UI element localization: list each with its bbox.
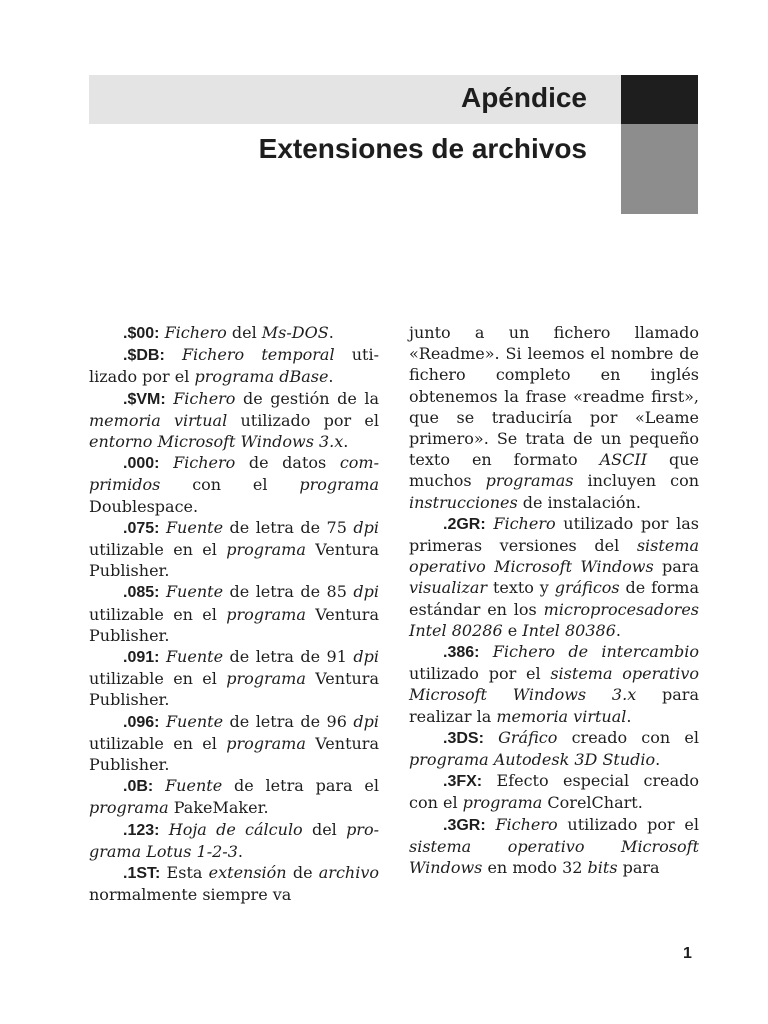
- italic-term: programa dBase: [194, 367, 329, 387]
- italic-term: Fichero: [495, 814, 558, 834]
- italic-term: Fichero de intercambio: [492, 642, 700, 662]
- italic-term: microprocesadores Intel 80286: [409, 599, 699, 640]
- italic-term: Fuente: [165, 647, 224, 667]
- italic-term: memoria virtual: [89, 410, 228, 430]
- italic-term: gráficos: [554, 578, 620, 598]
- italic-term: sistema operativo Microsoft Windows: [409, 836, 699, 878]
- italic-term: memoria virtual: [496, 706, 627, 726]
- italic-term: programa Autodesk 3D Studio: [409, 750, 656, 770]
- left-column: [89, 322, 379, 905]
- glossary-entry: .096: Fuente de letra de 96 dpi utilizable en el programa Ventura Publisher.: [89, 711, 379, 775]
- extension-term: .3DS:: [443, 729, 484, 747]
- italic-term: programa: [226, 604, 306, 624]
- entry-continuation: junto a un fichero llamado «Readme». Si leemos el nombre de fichero completo en inglés obtenemos la frase «readme first», que se traduciría por «Leame primero». Se trata de un pequeño texto en formato ASCII que muchos programas incluyen con instrucciones de instalación.: [409, 323, 699, 512]
- header-dark-block: [621, 75, 698, 124]
- italic-term: sistema operativo Microsoft Windows 3.x: [409, 664, 700, 705]
- italic-term: sistema operativo Microsoft Windows: [409, 536, 699, 577]
- glossary-entry: .123: Hoja de cálculo del programa Lotus 1-2-3.: [89, 819, 379, 861]
- extension-term: .386:: [443, 644, 480, 662]
- extension-term: .$00:: [123, 325, 160, 342]
- glossary-entry: .0B: Fuente de letra para el programa PakeMaker.: [89, 776, 379, 818]
- extension-term: .2GR:: [443, 515, 486, 533]
- extension-term: .096:: [123, 713, 160, 731]
- italic-term: dpi: [353, 711, 379, 731]
- italic-term: Ms-DOS: [261, 323, 329, 342]
- glossary-entry: .3FX: Efecto especial creado con el programa CorelChart.: [409, 771, 699, 813]
- italic-term: programas: [485, 471, 574, 491]
- glossary-entry: .1ST: Esta extensión de archivo normalmente siempre va: [89, 863, 379, 905]
- extension-term: .$DB:: [123, 347, 165, 365]
- glossary-entry: .085: Fuente de letra de 85 dpi utilizable en el programa Ventura Publisher.: [89, 582, 379, 645]
- extension-term: .3GR:: [443, 816, 486, 834]
- italic-term: dpi: [353, 517, 379, 537]
- extension-term: .1ST:: [123, 865, 161, 883]
- italic-term: Fuente: [165, 776, 223, 796]
- right-column: [409, 322, 699, 878]
- glossary-entry: .$VM: Fichero de gestión de la memoria virtual utilizado por el entorno Microsoft Windows 3.x.: [89, 388, 380, 452]
- italic-term: extensión: [208, 863, 287, 883]
- italic-term: Fichero: [493, 513, 556, 533]
- italic-term: Fichero temporal: [181, 345, 335, 365]
- glossary-entry: .$00: Fichero del Ms-DOS.: [123, 323, 334, 342]
- extension-term: .123:: [123, 821, 160, 839]
- italic-term: programa: [226, 669, 306, 689]
- glossary-entry: .$DB: Fichero temporal utilizado por el programa dBase.: [89, 345, 379, 387]
- extension-term: .000:: [123, 455, 160, 473]
- page-title: Extensiones de archivos: [258, 133, 587, 164]
- glossary-entry: .000: Fichero de datos comprimidos con el programa Doublespace.: [89, 453, 379, 516]
- extension-term: .085:: [123, 584, 160, 602]
- glossary-entry: .386: Fichero de intercambio utilizado por el sistema operativo Microsoft Windows 3.x para realizar la memoria virtual.: [409, 642, 700, 726]
- italic-term: programa Lotus 1-2-3: [89, 819, 379, 861]
- glossary-entry: .075: Fuente de letra de 75 dpi utilizable en el programa Ventura Publisher.: [89, 517, 379, 581]
- extension-term: .0B:: [123, 778, 154, 796]
- italic-term: Hoja de cálculo: [168, 819, 303, 839]
- extension-term: .075:: [123, 519, 160, 537]
- glossary-entry: .2GR: Fichero utilizado por las primeras versiones del sistema operativo Microsoft Windows para visualizar texto y gráficos de forma estándar en los microprocesadores Intel 80286 e Intel 80386.: [409, 513, 700, 640]
- extension-term: .$VM:: [123, 390, 166, 408]
- italic-term: programa: [226, 540, 306, 560]
- extension-term: .091:: [123, 649, 160, 667]
- italic-term: Fichero: [173, 388, 236, 408]
- italic-term: programa: [226, 733, 306, 753]
- italic-term: Intel 80386: [522, 620, 616, 640]
- appendix-heading: Apéndice: [460, 82, 587, 113]
- italic-term: Fuente: [165, 517, 224, 537]
- italic-term: instrucciones: [409, 492, 518, 512]
- italic-term: dpi: [353, 582, 379, 602]
- italic-term: Fichero: [164, 323, 227, 342]
- italic-term: Fuente: [165, 582, 224, 602]
- italic-term: programa: [299, 475, 379, 495]
- italic-term: ASCII: [599, 450, 648, 470]
- page-number: 1: [683, 945, 692, 962]
- italic-term: bits: [587, 858, 618, 878]
- italic-term: comprimidos: [89, 453, 379, 495]
- glossary-entry: .091: Fuente de letra de 91 dpi utilizable en el programa Ventura Publisher.: [89, 647, 379, 710]
- italic-term: programa: [89, 798, 169, 818]
- glossary-entry: .3DS: Gráfico creado con el programa Autodesk 3D Studio.: [409, 727, 699, 770]
- extension-term: .3FX:: [443, 773, 483, 791]
- italic-term: entorno Microsoft Windows 3.x: [89, 432, 344, 452]
- italic-term: Gráfico: [498, 727, 558, 747]
- italic-term: dpi: [353, 647, 379, 667]
- italic-term: visualizar: [409, 578, 488, 598]
- italic-term: archivo: [318, 863, 379, 883]
- glossary-entry: .3GR: Fichero utilizado por el sistema operativo Microsoft Windows en modo 32 bits para: [409, 814, 699, 878]
- italic-term: Fuente: [165, 711, 224, 731]
- italic-term: programa: [462, 793, 543, 813]
- header-gray-block: [621, 124, 698, 214]
- italic-term: Fichero: [173, 453, 236, 473]
